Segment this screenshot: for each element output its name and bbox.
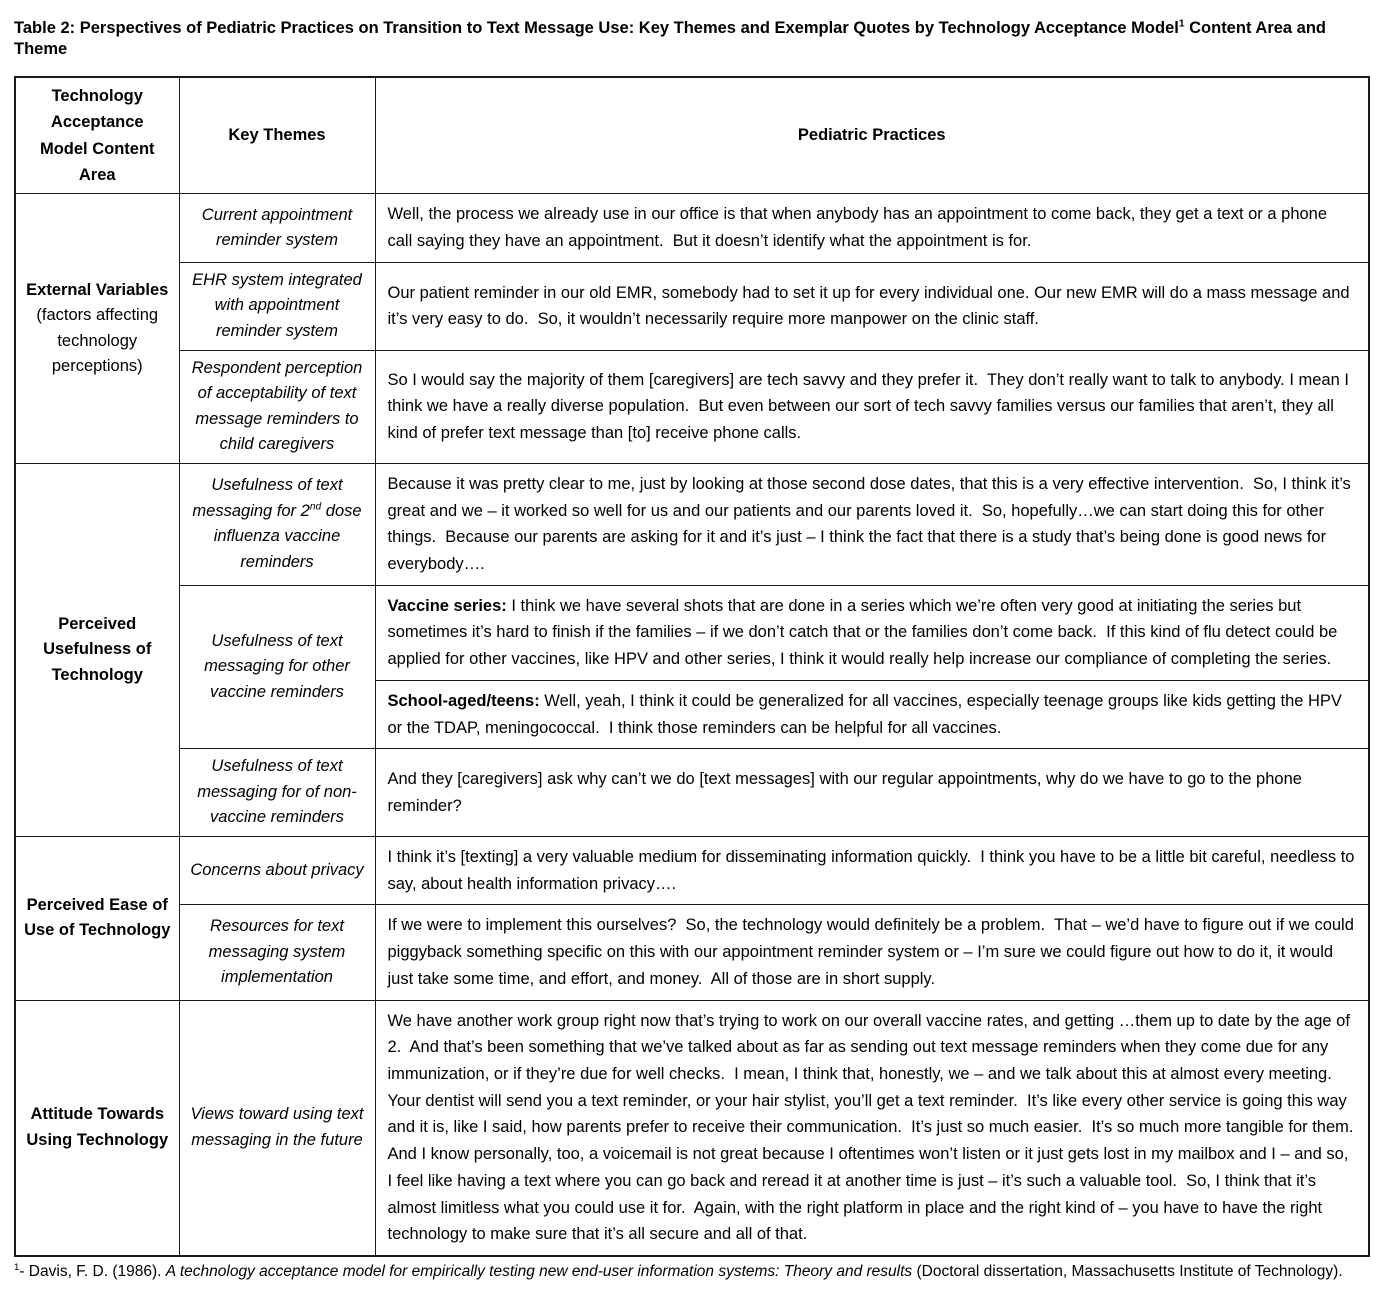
theme-text-suffix: dose influenza vaccine reminders <box>213 501 362 571</box>
content-area-label: External Variables <box>26 280 169 299</box>
quote-cell <box>375 680 1369 748</box>
footnote-marker: 1 <box>14 1261 20 1273</box>
column-header-key-themes: Key Themes <box>179 77 375 194</box>
quote-text: I think it’s [texting] a very valuable medium for disseminating information quickly. I think you have to be a little bit careful, needless to say, about health information privacy…. <box>387 847 1360 893</box>
content-area-label: Perceived Usefulness of Technology <box>43 614 152 684</box>
themes-quotes-table <box>14 76 1370 1257</box>
theme-second-dose-influenza <box>179 463 375 585</box>
quote-text: Well, the process we already use in our office is that when anybody has an appointment to come back, they get a text or a phone call saying they have an appointment. But it doesn’t identify what the appointment is for. <box>387 205 1332 251</box>
quote-lead-vaccine-series: Vaccine series: <box>387 596 507 615</box>
content-area-label: Attitude Towards Using Technology <box>26 1105 169 1149</box>
content-area-attitude-towards-using <box>15 1000 179 1256</box>
content-area-perceived-usefulness <box>15 463 179 836</box>
theme-other-vaccine-reminders: Usefulness of text messaging for other vaccine reminders <box>179 585 375 749</box>
table-title <box>14 18 1370 61</box>
theme-superscript: nd <box>309 501 322 513</box>
quote-cell <box>375 350 1369 463</box>
content-area-label: Perceived Ease of Use of Technology <box>24 895 171 940</box>
content-area-sublabel: (factors affecting technology perceptions) <box>36 306 159 376</box>
quote-text: So I would say the majority of them [caregivers] are tech savvy and they prefer it. They don’t really want to talk to anybody. I mean I think we have a really diverse population. But even between our sort of tech savvy families versus our families that aren’t, they all kind of prefer text message than [to] receive phone calls. <box>387 370 1354 443</box>
table-title-suffix: Content Area and Theme <box>14 19 1331 59</box>
quote-text: And they [caregivers] ask why can’t we do [text messages] with our regular appointments, why do we have to go to the phone reminder? <box>387 769 1307 815</box>
footnote-citation: - Davis, F. D. (1986). <box>19 1263 166 1281</box>
footnote-citation-title: A technology acceptance model for empirically testing new end-user information systems: Theory and results <box>165 1263 913 1281</box>
table-row <box>15 194 1369 262</box>
theme-non-vaccine-reminders: Usefulness of text messaging for of non-vaccine reminders <box>179 749 375 837</box>
quote-text: If we were to implement this ourselves? So, the technology would definitely be a problem. That – we’d have to figure out if we could piggyback something specific on this with our appointment reminder system or – I’m sure we could figure out how to do it, it would just take some time, and effort, and money. All of those are in short supply. <box>387 916 1359 988</box>
quote-text: Well, yeah, I think it could be generalized for all vaccines, especially teenage groups like kids getting the HPV or the TDAP, meningococcal. I think those reminders can be helpful for all vaccines. <box>387 691 1347 737</box>
table-row <box>15 350 1369 463</box>
table-title-footnote-marker: 1 <box>1178 18 1185 30</box>
footnote-citation-suffix: (Doctoral dissertation, Massachusetts Institute of Technology). <box>912 1263 1343 1281</box>
quote-text: Our patient reminder in our old EMR, somebody had to set it up for every individual one. Our new EMR will do a mass message and it’s very easy to do. So, it wouldn’t necessarily require more manpower on the clinic staff. <box>387 283 1355 329</box>
quote-cell <box>375 905 1369 1000</box>
table-row <box>15 905 1369 1000</box>
theme-current-appointment-reminder: Current appointment reminder system <box>179 194 375 262</box>
theme-resources-for-implementation: Resources for text messaging system implementation <box>179 905 375 1000</box>
content-area-external-variables <box>15 194 179 463</box>
quote-cell <box>375 194 1369 262</box>
table-row <box>15 262 1369 350</box>
table-row <box>15 749 1369 837</box>
table-row <box>15 836 1369 904</box>
quote-text: Because it was pretty clear to me, just by looking at those second dose dates, that this is a very effective intervention. So, I think it’s great and we – it worked so well for us and our patients and our parents loved it. So, hopefully…we can start doing this for other things. Because our parents are asking for it and it’s just – I think the fact that there is a study that’s being done is good news for everybody…. <box>387 474 1356 573</box>
quote-text: We have another work group right now that’s trying to work on our overall vaccine rates, and getting …them up to date by the age of 2. And that’s been something that we’ve talked about as far as sending out text message reminders when they come due for any immunization, or if they’re due for well checks. I mean, I think that, honestly, we – and we talk about this at almost every meeting. Your dentist will send you a text reminder, or your hair stylist, you’ll get a text reminder. It’s like every other service is going this way and it is, like I said, how parents prefer to receive their communication. It’s just so much easier. It’s so much more tangible for them. And I know personally, too, a voicemail is not great because I oftentimes won’t listen or it just gets lost in my mailbox and I – and so, I feel like having a text where you can go back and reread it at another time is just – it’s such a valuable tool. So, I think that it’s almost limitless what you could use it for. Again, with the right platform in place and the right kind of – you have to have the right technology to make sure that it’s all secure and all of that. <box>387 1011 1362 1244</box>
quote-lead-school-aged-teens: School-aged/teens: <box>387 691 540 710</box>
table-row <box>15 1000 1369 1256</box>
table-row <box>15 463 1369 585</box>
theme-concerns-about-privacy: Concerns about privacy <box>179 836 375 904</box>
quote-cell <box>375 836 1369 904</box>
column-header-content-area: Technology Acceptance Model Content Area <box>15 77 179 194</box>
table-footnote <box>14 1262 1370 1283</box>
quote-cell <box>375 585 1369 680</box>
theme-respondent-perception: Respondent perception of acceptability of text message reminders to child caregivers <box>179 350 375 463</box>
theme-views-toward-future: Views toward using text messaging in the future <box>179 1000 375 1256</box>
quote-cell <box>375 463 1369 585</box>
quote-cell <box>375 1000 1369 1256</box>
theme-text: Usefulness of text messaging for 2 <box>192 476 343 520</box>
content-area-perceived-ease-of-use <box>15 836 179 1000</box>
theme-ehr-integrated: EHR system integrated with appointment reminder system <box>179 262 375 350</box>
header-row <box>15 77 1369 194</box>
table-title-text: Table 2: Perspectives of Pediatric Practices on Transition to Text Message Use: Key Themes and Exemplar Quotes by Technology Acceptance Model <box>14 19 1179 37</box>
quote-cell <box>375 749 1369 837</box>
table-row <box>15 585 1369 680</box>
quote-text: I think we have several shots that are done in a series which we’re often very good at initiating the series but sometimes it’s hard to finish if the families – if we don’t catch that or the families don’t come back. If this kind of flu detect could be applied for other vaccines, like HPV and other series, I think it would really help increase our compliance of completing the series. <box>387 596 1342 669</box>
quote-cell <box>375 262 1369 350</box>
column-header-pediatric-practices: Pediatric Practices <box>375 77 1369 194</box>
